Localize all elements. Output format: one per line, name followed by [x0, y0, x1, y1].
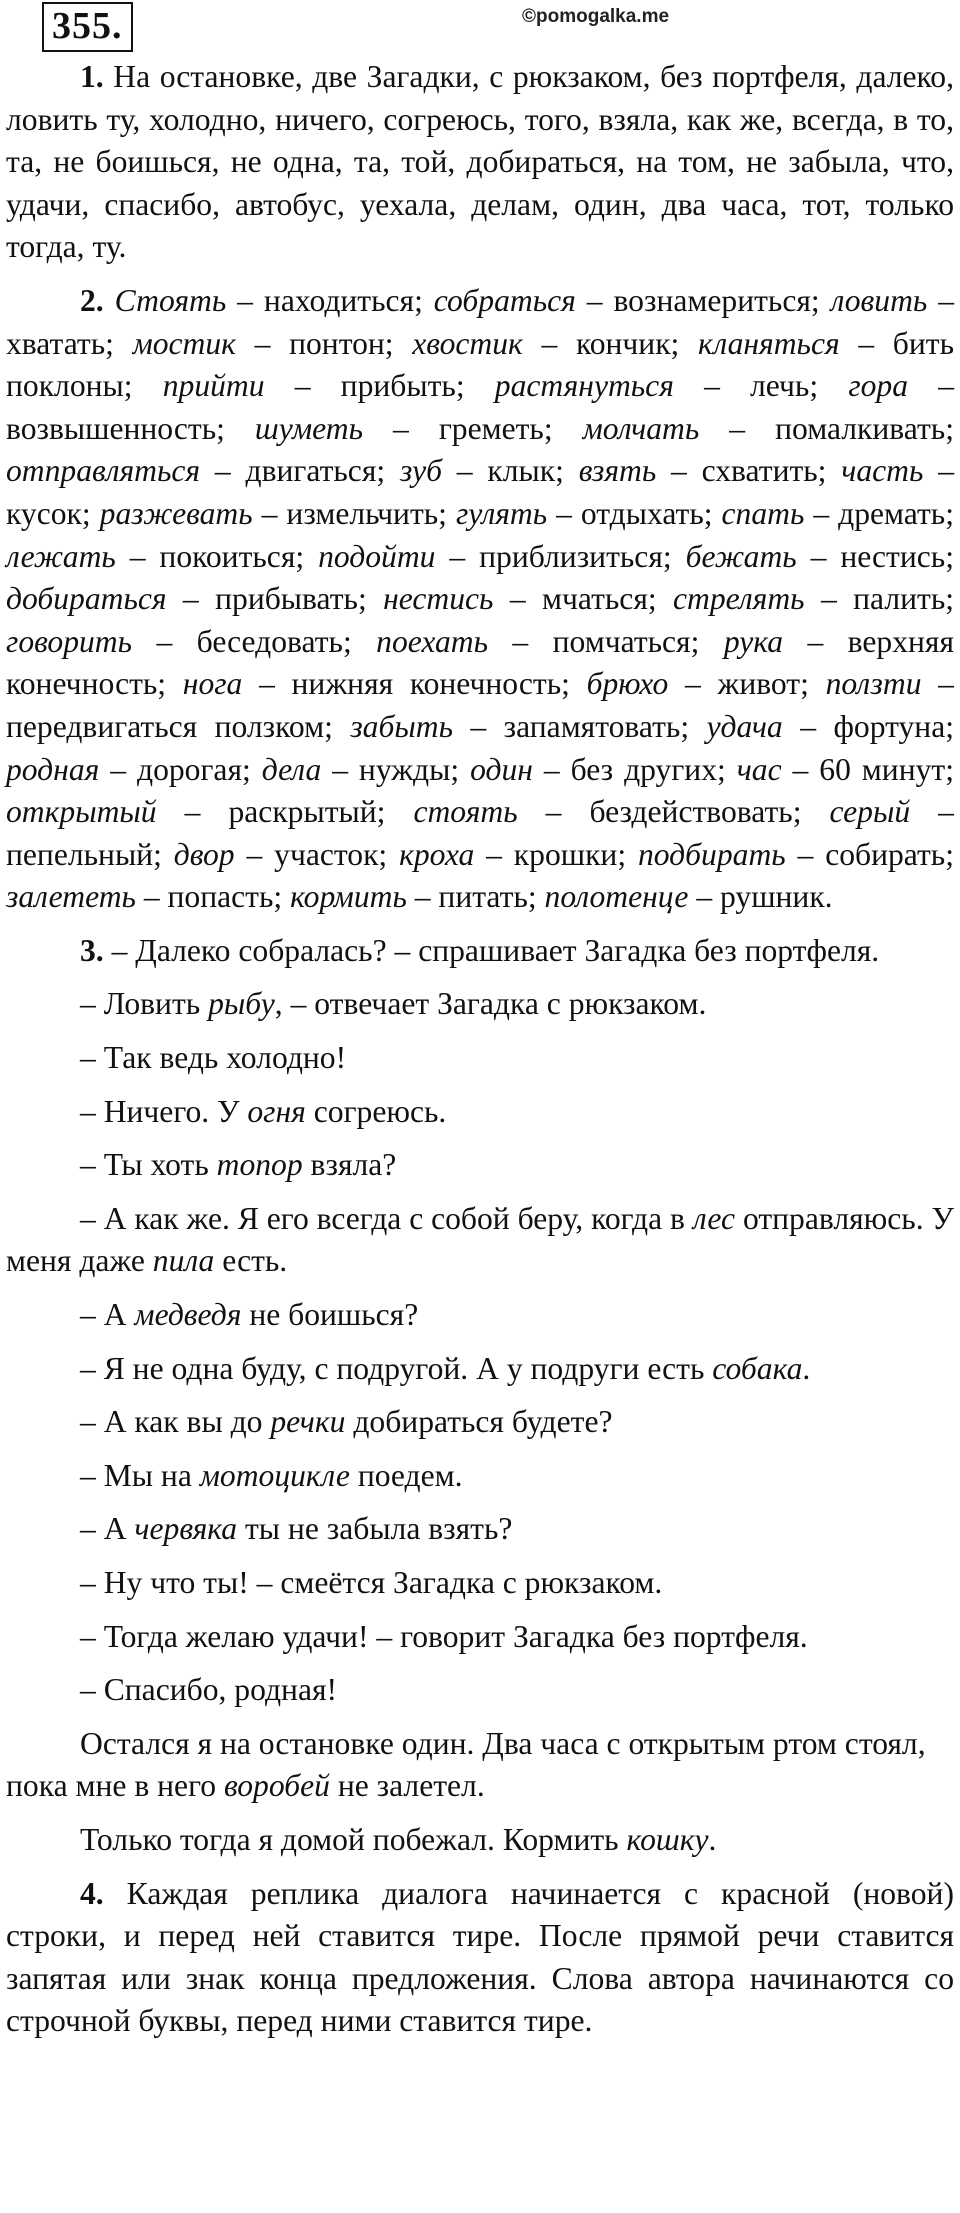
- synonym-word: мостик: [132, 325, 236, 361]
- dialogue-line: [6, 983, 954, 1026]
- exercise-number-dot: .: [112, 5, 123, 47]
- synonym-definition: – нестись;: [796, 538, 954, 574]
- synonym-definition: – помчаться;: [487, 623, 724, 659]
- synonym-definition: – прибывать;: [166, 581, 384, 617]
- synonym-word: нестись: [383, 581, 494, 617]
- page-header: [6, 0, 954, 56]
- dialogue-text: согреюсь.: [305, 1093, 447, 1129]
- synonym-definition: – прибыть;: [264, 368, 495, 404]
- synonym-word: забыть: [350, 708, 453, 744]
- synonym-word: двор: [173, 836, 235, 872]
- synonym-definition: – пепельный;: [6, 794, 954, 872]
- section-2-number: 2.: [80, 282, 104, 318]
- synonym-word: стрелять: [673, 581, 805, 617]
- synonym-word: стоять: [413, 794, 518, 830]
- synonym-definition: – нужды;: [321, 751, 471, 787]
- dialogue-text: – Ловить: [80, 986, 209, 1022]
- dialogue-line: [6, 1508, 954, 1551]
- dialogue-line: [6, 1294, 954, 1337]
- dialogue-text: – А как вы до: [80, 1404, 271, 1440]
- synonym-definition: – запамятовать;: [452, 708, 707, 744]
- dialogue-text: не залетел.: [329, 1768, 485, 1804]
- dialogue-text: – Далеко собралась? – спрашивает Загадка без портфеля.: [103, 932, 880, 968]
- synonym-word: поехать: [376, 623, 488, 659]
- synonym-word: ползти: [825, 666, 922, 702]
- dialogue-text: есть.: [214, 1243, 288, 1279]
- synonym-word: часть: [841, 453, 924, 489]
- dialogue-text: поедем.: [349, 1457, 463, 1493]
- synonym-word: брюхо: [586, 666, 669, 702]
- synonym-word: добираться: [6, 581, 167, 617]
- dialogue-text: добираться будете?: [345, 1404, 613, 1440]
- exercise-number: 355: [52, 5, 112, 47]
- synonym-word: спать: [721, 495, 805, 531]
- dialogue-text: .: [802, 1350, 811, 1386]
- synonym-word: шуметь: [254, 410, 363, 446]
- synonym-definition: – измельчить;: [252, 495, 456, 531]
- dialogue-line: [6, 1723, 954, 1808]
- synonym-definition: – кончик;: [522, 325, 699, 361]
- synonym-word: ловить: [830, 282, 928, 318]
- synonym-definition: – верхняя конечность;: [6, 623, 955, 702]
- synonym-word: подойти: [318, 538, 436, 574]
- synonym-definition: – крошки;: [474, 836, 638, 872]
- synonym-word: Стоять: [114, 282, 227, 318]
- synonym-definition: – без других;: [532, 751, 737, 787]
- synonym-definition: – находиться;: [226, 282, 434, 318]
- synonym-word: час: [736, 751, 782, 787]
- dialogue-line: [6, 1091, 954, 1134]
- synonym-word: дела: [261, 751, 322, 787]
- synonym-word: говорить: [6, 623, 133, 659]
- synonym-word: взять: [578, 453, 657, 489]
- synonym-definition: – понтон;: [235, 325, 413, 361]
- synonym-definition: – палить;: [804, 581, 954, 617]
- dialogue-text: – Ничего. У: [80, 1093, 248, 1129]
- dialogue-text: – Ну что ты! – смеётся Загадка с рюкзаком.: [80, 1565, 663, 1600]
- dialogue-line: [6, 1455, 954, 1498]
- dialogue-text: , – отвечает Загадка с рюкзаком.: [274, 986, 707, 1022]
- synonym-definition: – участок;: [234, 836, 400, 872]
- dialogue-line: [6, 1401, 954, 1444]
- dialogue-text: – Тогда желаю удачи! – говорит Загадка без портфеля.: [80, 1618, 808, 1654]
- highlighted-word: кошку: [626, 1821, 709, 1857]
- dialogue-text: Только тогда я домой побежал. Кормить: [80, 1821, 627, 1857]
- highlighted-word: лес: [692, 1200, 736, 1236]
- highlighted-word: рыбу: [208, 986, 275, 1022]
- highlighted-word: червяка: [134, 1511, 238, 1547]
- dialogue-text: – Ты хоть: [80, 1147, 217, 1183]
- dialogue-text: отправляюсь. У меня даже: [6, 1200, 954, 1279]
- section-1-number: 1.: [80, 59, 104, 94]
- dialogue-line: [6, 1669, 954, 1712]
- highlighted-word: воробей: [223, 1768, 330, 1804]
- synonym-word: лежать: [6, 538, 116, 574]
- synonym-definition: – греметь;: [362, 410, 583, 446]
- highlighted-word: медведя: [134, 1297, 242, 1333]
- synonym-word: нога: [182, 666, 243, 702]
- section-4-paragraph: [6, 1873, 954, 2043]
- dialogue-line: [6, 1562, 954, 1605]
- synonym-word: кормить: [290, 879, 407, 915]
- dialogue-line: [6, 1819, 954, 1862]
- site-watermark: ©pomogalka.me: [522, 6, 670, 27]
- synonym-word: разжевать: [99, 495, 253, 531]
- synonym-word: зуб: [399, 453, 442, 489]
- dialogue-line: [6, 930, 954, 973]
- synonym-definition: – фортуна;: [782, 708, 954, 744]
- synonym-word: залететь: [6, 879, 136, 915]
- dialogue-line: [6, 1198, 954, 1283]
- synonym-word: бежать: [685, 538, 797, 574]
- section-4-number: 4.: [80, 1875, 104, 1911]
- synonym-definition: – нижняя конечность;: [242, 666, 587, 702]
- section-1-text: На остановке, две Загадки, с рюкзаком, без портфеля, далеко, ловить ту, холодно, ничего, согреюсь, того, взяла, как же, всегда, в то, та, не боишься, не одна, та, той, добираться, на том, не забыла, что, удачи, спасибо, автобус, уехала, делам, один, два часа, тот, только тогда, ту.: [6, 59, 954, 265]
- synonym-definition: – клык;: [441, 453, 579, 489]
- synonym-word: полотенце: [544, 879, 689, 915]
- synonym-definition: – раскрытый;: [156, 794, 414, 830]
- dialogue-text: – А: [80, 1511, 135, 1547]
- dialogue-text: – Так ведь холодно!: [80, 1040, 347, 1076]
- synonym-word: удача: [706, 708, 783, 744]
- synonym-definition: – рушник.: [688, 879, 833, 915]
- synonym-definition: – попасть;: [135, 879, 291, 915]
- synonym-definition: – дорогая;: [99, 751, 262, 787]
- synonym-definition: – лечь;: [673, 368, 849, 404]
- synonym-word: кланяться: [698, 325, 840, 361]
- synonym-definition: – собирать;: [785, 836, 954, 872]
- synonym-definition: – приблизиться;: [435, 538, 686, 574]
- dialogue-line: [6, 1616, 954, 1659]
- synonym-word: растянуться: [494, 368, 674, 404]
- highlighted-word: топор: [216, 1147, 303, 1183]
- synonym-definition: – возвышенность;: [6, 368, 955, 446]
- synonym-word: один: [470, 751, 533, 787]
- synonym-word: отправляться: [6, 453, 201, 489]
- dialogue-text: – А: [80, 1297, 135, 1333]
- highlighted-word: пила: [152, 1243, 215, 1279]
- exercise-number-box: [42, 2, 133, 52]
- dialogue-text: – Мы на: [80, 1457, 200, 1493]
- dialogue-line: [6, 1348, 954, 1391]
- synonym-definition: – передвигаться ползком;: [6, 666, 954, 744]
- dialogue-line: [6, 1037, 954, 1080]
- synonym-definition: – мчаться;: [493, 581, 674, 617]
- synonym-definition: – беседовать;: [132, 623, 377, 659]
- synonym-definition: – живот;: [668, 666, 826, 702]
- highlighted-word: собака: [712, 1350, 803, 1386]
- dialogue-text: Остался я на остановке один. Два часа с открытым ртом стоял, пока мне в него: [6, 1725, 926, 1804]
- synonym-definition: – двигаться;: [200, 453, 400, 489]
- highlighted-word: огня: [247, 1093, 306, 1129]
- dialogue-line: [6, 1144, 954, 1187]
- synonym-word: кроха: [399, 836, 475, 872]
- synonym-word: подбирать: [638, 836, 786, 872]
- synonym-word: открытый: [6, 794, 157, 830]
- dialogue-text: – Я не одна буду, с подругой. А у подруги есть: [80, 1350, 713, 1386]
- synonym-word: хвостик: [412, 325, 523, 361]
- section-1-paragraph: [6, 56, 954, 269]
- synonym-definition: – помалкивать;: [699, 410, 954, 446]
- synonym-word: гулять: [455, 495, 548, 531]
- synonym-definition: – дремать;: [804, 495, 954, 531]
- dialogue-text: не боишься?: [241, 1297, 419, 1333]
- synonym-word: гора: [848, 368, 909, 404]
- section-3-dialogue: [6, 930, 954, 1862]
- dialogue-text: ты не забыла взять?: [237, 1511, 513, 1547]
- synonym-definition: – отдыхать;: [547, 495, 722, 531]
- synonym-word: молчать: [582, 410, 700, 446]
- synonym-definition: – питать;: [406, 879, 545, 915]
- synonym-word: рука: [723, 623, 784, 659]
- synonym-word: прийти: [162, 368, 265, 404]
- synonym-definition: – 60 минут;: [781, 751, 954, 787]
- dialogue-text: .: [708, 1821, 717, 1857]
- synonym-definition: – схватить;: [656, 453, 842, 489]
- synonym-word: родная: [6, 751, 100, 787]
- synonym-word: серый: [829, 794, 911, 830]
- synonym-definition: – кусок;: [6, 453, 954, 531]
- section-2-paragraph: [6, 280, 954, 919]
- section-3-number: 3.: [80, 932, 104, 968]
- dialogue-text: – Спасибо, родная!: [80, 1672, 338, 1708]
- synonym-word: собраться: [433, 282, 576, 318]
- synonym-definition: – бездействовать;: [517, 794, 830, 830]
- dialogue-text: взяла?: [302, 1147, 397, 1183]
- highlighted-word: мотоцикле: [199, 1457, 350, 1493]
- synonym-definition: – вознамериться;: [575, 282, 831, 318]
- synonym-definition: – покоиться;: [115, 538, 319, 574]
- highlighted-word: речки: [270, 1404, 346, 1440]
- synonym-definition: – хватать;: [6, 282, 954, 361]
- section-4-text: Каждая реплика диалога начинается с красной (новой) строки, и перед ней ставится тире. После прямой речи ставится запятая или знак конца предложения. Слова автора начинаются со строчной буквы, перед ними ставится тире.: [6, 1875, 954, 2039]
- synonym-definition: – бить поклоны;: [6, 325, 954, 404]
- dialogue-text: – А как же. Я его всегда с собой беру, когда в: [80, 1200, 693, 1236]
